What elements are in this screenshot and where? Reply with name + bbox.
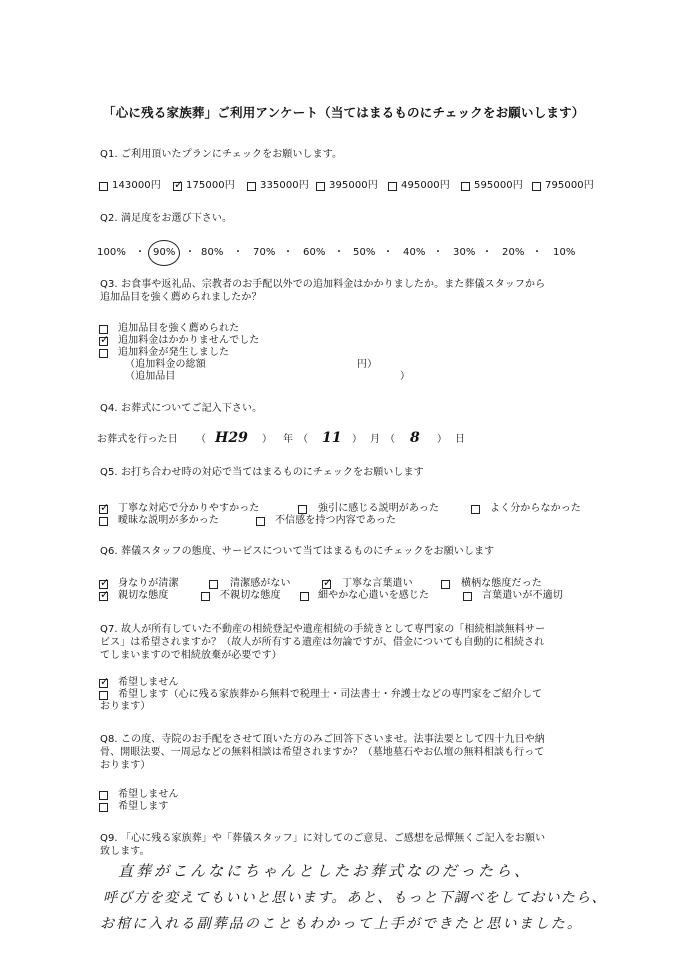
q4-month-value[interactable]: 11 (322, 430, 342, 446)
q8-option-label: 希望します (118, 801, 169, 812)
q5-checkbox-4[interactable] (99, 517, 108, 526)
q7-option-label: 希望します（心に残る家族葬から無料で税理士・司法書士・弁護士などの専門家をご紹介して (118, 689, 543, 700)
q1-checkbox-7[interactable] (532, 182, 541, 191)
page-title: 「心に残る家族葬」ご利用アンケート（当てはまるものにチェックをお願いします） (103, 105, 585, 120)
q2-separator: ・ (383, 247, 394, 258)
q8-checkbox-2[interactable] (99, 803, 108, 812)
q5-checkbox-5[interactable] (256, 517, 265, 526)
q1-checkbox-4[interactable] (316, 182, 325, 191)
q3-items-label: （追加品目 (125, 371, 176, 382)
q5-checkbox-2[interactable] (298, 505, 307, 514)
q2-option[interactable]: 40% (403, 247, 426, 258)
q4-day-unit: 日 (455, 434, 466, 445)
q5-checkbox-3[interactable] (471, 505, 480, 514)
q7-option-label-cont: おります） (100, 701, 151, 712)
q4-question: Q4. お葬式についてご記入下さい。 (100, 403, 263, 414)
q4-day-value[interactable]: 8 (410, 430, 420, 446)
q8-question-line3: おります） (100, 760, 151, 771)
q1-checkbox-3[interactable] (247, 182, 256, 191)
q6-option-label: 清潔感がない (230, 578, 291, 589)
q3-option-label: 追加品目を強く薦められた (118, 323, 240, 334)
q2-option[interactable]: 100% (97, 247, 126, 258)
q3-question-line2: 追加品目を強く薦められましたか？ (100, 292, 262, 303)
q7-option-label: 希望しません (118, 677, 179, 688)
q6-option-label: 親切な態度 (118, 590, 169, 601)
q1-question: Q1. ご利用頂いたプランにチェックをお願いします。 (100, 149, 343, 160)
q6-checkbox-8[interactable] (463, 592, 472, 601)
q1-checkbox-5[interactable] (388, 182, 397, 191)
q5-option-label: よく分からなかった (490, 503, 581, 514)
paren-open: （ (196, 434, 207, 445)
q2-option[interactable]: 60% (303, 247, 326, 258)
q5-checkbox-1[interactable] (99, 505, 108, 514)
q3-option-label: 追加料金はかかりませんでした (118, 335, 260, 346)
q2-option[interactable]: 10% (553, 247, 576, 258)
q4-month-unit: 月 (370, 434, 381, 445)
q4-date-label: お葬式を行った日 (97, 434, 178, 445)
q2-option[interactable]: 80% (201, 247, 224, 258)
q1-option-label: 395000円 (329, 180, 378, 191)
paren-close: ） (352, 434, 363, 445)
q2-option-selected[interactable]: 90% (153, 247, 176, 258)
q2-separator: ・ (185, 247, 196, 258)
q9-question-line2: 致します。 (100, 846, 150, 857)
q4-year-unit: 年 (283, 434, 294, 445)
q9-question-line1: Q9. 「心に残る家族葬」や「葬儀スタッフ」に対してのご意見、ご感想を忌憚無くご記入をお願い (100, 833, 546, 844)
q6-checkbox-7[interactable] (300, 592, 309, 601)
q1-option-label: 595000円 (474, 180, 523, 191)
q5-option-label: 不信感を持つ内容であった (275, 515, 397, 526)
q6-checkbox-5[interactable] (99, 592, 108, 601)
q2-option[interactable]: 70% (253, 247, 276, 258)
q4-year-value[interactable]: H29 (215, 430, 249, 446)
q9-comment-line: お棺に入れる副葬品のこともわかって上手ができたと思いました。 (100, 916, 583, 932)
q5-option-label: 丁寧な対応で分かりやすかった (118, 503, 260, 514)
q7-checkbox-2[interactable] (99, 691, 108, 700)
q2-separator: ・ (135, 247, 146, 258)
q3-total-label: （追加料金の総額 (125, 359, 206, 370)
q2-separator: ・ (532, 247, 543, 258)
q2-separator: ・ (283, 247, 294, 258)
q2-question: Q2. 満足度をお選び下さい。 (100, 213, 233, 224)
q2-separator: ・ (233, 247, 244, 258)
paren-open: （ (298, 434, 309, 445)
q8-question-line2: 骨、開眼法要、一周忌などの無料相談は希望されますか？（墓地墓石やお仏壇の無料相談も行って (100, 747, 545, 758)
q1-option-label: 795000円 (545, 180, 594, 191)
q9-comment-line: 直葬がこんなにちゃんとしたお葬式なのだったら、 (118, 862, 533, 880)
q6-checkbox-2[interactable] (209, 580, 218, 589)
q3-total-suffix: 円） (357, 359, 378, 370)
q2-option[interactable]: 30% (453, 247, 476, 258)
q5-option-label: 曖昧な説明が多かった (118, 515, 219, 526)
q7-question-line2: ビス」は希望されますか？（故人が所有する遺産は勿論ですが、借金についても自動的に相続され (100, 637, 545, 648)
q2-separator: ・ (433, 247, 444, 258)
q1-checkbox-6[interactable] (461, 182, 470, 191)
q6-option-label: 不親切な態度 (220, 590, 281, 601)
q1-option-label: 143000円 (112, 180, 161, 191)
q1-option-label: 175000円 (186, 180, 235, 191)
selection-circle (148, 240, 180, 266)
paren-close: ） (437, 434, 448, 445)
q1-option-label: 495000円 (401, 180, 450, 191)
q2-separator: ・ (334, 247, 345, 258)
q3-checkbox-2[interactable] (99, 337, 108, 346)
q6-option-label: 細やかな心遣いを感じた (318, 590, 430, 601)
q1-checkbox-1[interactable] (99, 182, 108, 191)
q2-separator: ・ (482, 247, 493, 258)
q6-option-label: 丁寧な言葉遣い (342, 578, 413, 589)
q2-option[interactable]: 20% (502, 247, 525, 258)
paren-close: ） (262, 434, 273, 445)
q6-option-label: 身なりが清潔 (118, 578, 179, 589)
q5-question: Q5. お打ち合わせ時の対応で当てはまるものにチェックをお願いします (100, 467, 424, 478)
q2-option[interactable]: 50% (353, 247, 376, 258)
q1-checkbox-2[interactable] (173, 182, 182, 191)
q6-option-label: 横柄な態度だった (461, 578, 542, 589)
q8-checkbox-1[interactable] (99, 791, 108, 800)
paren-open: （ (385, 434, 396, 445)
q8-question-line1: Q8. この度、寺院のお手配をさせて頂いた方のみご回答下さいませ。法事法要として四十九日や納 (100, 734, 545, 745)
q6-checkbox-6[interactable] (201, 592, 210, 601)
q6-question: Q6. 葬儀スタッフの態度、サービスについて当てはまるものにチェックをお願いします (100, 546, 495, 557)
q3-question-line1: Q3. お食事や返礼品、宗教者のお手配以外での追加料金はかかりましたか。また葬儀スタッフから (100, 279, 546, 290)
q3-checkbox-3[interactable] (99, 349, 108, 358)
q1-option-label: 335000円 (260, 180, 309, 191)
q6-checkbox-4[interactable] (441, 580, 450, 589)
q6-checkbox-3[interactable] (322, 580, 331, 589)
q7-checkbox-1[interactable] (99, 679, 108, 688)
q6-option-label: 言葉遣いが不適切 (482, 590, 563, 601)
q3-option-label: 追加料金が発生しました (118, 347, 230, 358)
q7-question-line3: てしまいますので相続放棄が必要です） (100, 650, 282, 661)
q9-comment-line: 呼び方を変えてもいいと思います。あと、もっと下調べをしておいたら、 (103, 890, 607, 906)
q3-items-suffix: ） (400, 371, 411, 382)
q7-question-line1: Q7. 故人が所有していた不動産の相続登記や遺産相続の手続きとして専門家の「相続相談無料サー (100, 624, 546, 635)
q8-option-label: 希望しません (118, 789, 179, 800)
q5-option-label: 強引に感じる説明があった (318, 503, 440, 514)
